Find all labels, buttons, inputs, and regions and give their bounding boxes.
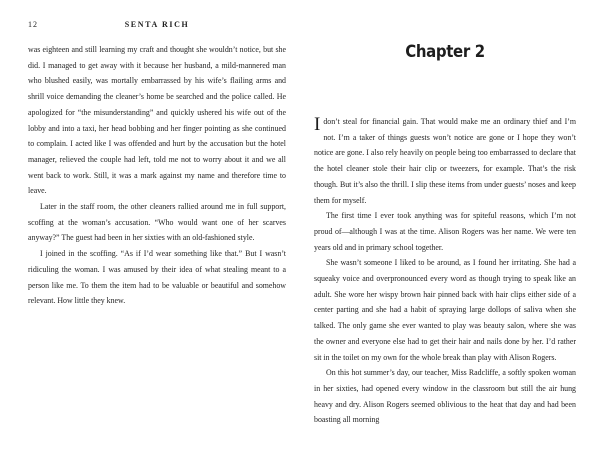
right-page-body bbox=[314, 114, 576, 428]
body-paragraph: was eighteen and still learning my craft and thought she wouldn’t notice, but she did. I managed to get away with it because her husband, a mild-mannered man who blushed easily, was mortally embarrassed by his wife’s flailing arms and shrill voice demanding the cleaner’s home be searched and the police called. He apologized for “the misunderstanding” and quickly ushered his wife out of the lobby and into a taxi, her head bobbing and her finger pointing as she continued to complain. I acted like I was offended and hurt by the accusation but the hotel manager, relieved the couple had left, told me not to worry about it and we all went back to work. Still, it was a mark against my name and therefore time to leave. bbox=[28, 45, 286, 196]
body-paragraph: She wasn’t someone I liked to be around, as I found her irritating. She had a squeaky voice and overpronounced every word as though trying to speak like an adult. She wore her wispy brown hair pinned back with hair clips either side of a center parting and she had a habit of spraying large dollops of saliva when she talked. The only game she ever wanted to play was beauty salon, where she was the owner and everyone else had to get their hair and nails done by her. I’d rather sit in the toilet on my own for the whole break than play with Alison Rogers. bbox=[314, 258, 576, 362]
body-paragraph: I joined in the scoffing. “As if I’d wear something like that.” But I wasn’t ridiculing the woman. I was amused by their idea of what stealing meant to a person like me. To them the item had to be valuable or beautiful and somehow relevant. How little they knew. bbox=[28, 249, 286, 306]
left-page-header bbox=[28, 20, 286, 30]
running-head-author: SENTA RICH bbox=[124, 20, 190, 29]
page-number: 12 bbox=[28, 20, 38, 29]
chapter-title: Chapter 2 bbox=[405, 42, 485, 62]
body-paragraph: On this hot summer’s day, our teacher, Miss Radcliffe, a softly spoken woman in her sixties, had opened every window in the classroom but still the air hung heavy and dry. Alison Rogers seemed oblivious to the heat that day and had been boasting all morning bbox=[314, 368, 576, 425]
body-paragraph: Later in the staff room, the other cleaners rallied around me in full support, scoffing at the woman’s accusation. “Who would want one of her scarves anyway?” The guest had been in her sixties with an old-fashioned style. bbox=[28, 202, 286, 243]
opening-paragraph bbox=[314, 114, 576, 208]
opening-paragraph-text: don’t steal for financial gain. That would make me an ordinary thief and I’m not. I’m a taker of things guests won’t notice are gone or I hope they won’t notice are gone. I also rely heavily on people being too embarrassed to declare that the hotel cleaner stole their hair clip or tweezers, for example. That’s the risk though. But it’s also the thrill. I slip these items from under guests’ noses and keep them for myself. bbox=[314, 117, 576, 205]
right-page bbox=[300, 0, 600, 450]
left-page-body bbox=[28, 42, 286, 309]
drop-cap: I bbox=[314, 114, 321, 135]
body-paragraph: The first time I ever took anything was for spiteful reasons, which I’m not proud of—although I was at the time. Alison Rogers was her name. We were ten years old and in primary school together. bbox=[314, 211, 576, 252]
